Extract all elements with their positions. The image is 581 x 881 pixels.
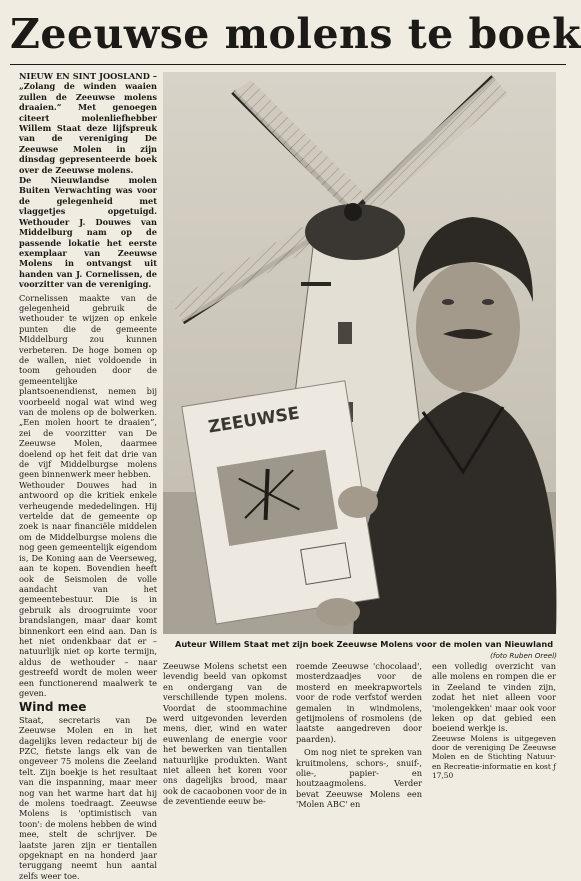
body-paragraph: Zeeuwse Molens schetst een levendig beeld van opkomst en ondergang van de verschillende typen molens. Voordat de stoommachine werd uitgevonden leverden mens, dier, wind en water euwenlang de energie voor het bewerken van tientallen natuurlijke produkten. Want niet alleen het koren voor ons dagelijks brood, maar ook de cacaobonen voor de in de zeventiende eeuw be-: [163, 661, 287, 807]
dateline: NIEUW EN SINT JOOSLAND: [19, 71, 150, 81]
photo-caption: Auteur Willem Staat met zijn boek Zeeuwse Molens voor de molen van Nieuwland: [175, 639, 554, 649]
column-4: [432, 661, 556, 789]
body-paragraph: Staat, secretaris van De Zeeuwse Molen en in het dagelijks leven redacteur bij de PZC, fietste langs elk van de ongeveer 75 molens die Zeeland telt. Zijn boekje is het resultaat van die inspanning, maar meer nog van het warme hart dat hij de molens toedraagt. Zeeuwse Molens is 'optimistisch van toon': de molens hebben de wind mee, stelt de schrijver. De laatste jaren zijn er tientallen opgeknapt en na honderd jaar teruggang neemt hun aantal zelfs weer toe.: [19, 714, 157, 881]
book-title: ZEEUWSE: [206, 403, 301, 438]
body-paragraph: Wethouder Douwes had in antwoord op die kritiek enkele verheugende mededelingen. Hij vertelde dat de gemeente op zoek is naar financiële middelen om de Middelburgse molens die nog geen gemeentelijk eigendom is, De Koning aan de Veerseweg, aan te kopen. Bovendien heeft ook de Seismolen de volle aandacht van het gemeentebestuur. Die is in gebruik als droogruimte voor brandslangen, maar daar komt binnenkort een eind aan. Dan is het niet ondenkbaar dat er – natuurlijk niet op korte termijn, aldus de wethouder – naar gestreefd wordt de molen weer een functionerend maalwerk te geven.: [19, 479, 157, 698]
body-paragraph: roemde Zeeuwse 'chocolaad', mosterdzaadjes voor de mosterd en meekrapwortels voor de rode verfstof werden gemalen in windmolens, getijmolens of rosmolens (de laatste aangedreven door paarden).: [296, 661, 422, 744]
body-paragraph: Cornelissen maakte van de gelegenheid gebruik de wethouder te wijzen op enkele punten die de gemeente Middelburg zou kunnen verbeteren. De hoge bomen op de wallen, niet voldoende in toom gehouden door de gemeentelijke plantsoenendienst, nemen bij voorbeeld nogal wat wind weg van de molens op de bolwerken. „Een molen hoort te draaien”, zei de voorzitter van De Zeeuwse Molen, daarmee doelend op het feit dat drie van de vijf Middelburgse molens geen binnenwerk meer hebben.: [19, 292, 157, 480]
lead-paragraph: [19, 71, 157, 175]
photo-credit: (foto Ruben Oreel): [490, 651, 557, 660]
body-paragraph: een volledig overzicht van alle molens en rompen die er in Zeeland te vinden zijn, zodat het niet alleen voor 'molengekken' maar ook voor leken op dat gebied een boeiend werkje is.: [432, 661, 556, 734]
publication-note: Zeeuwse Molens is uitgegeven door de vereniging De Zeeuwse Molen en de Stichting Natuur- en Recreatie-informatie en kost ƒ 17,50: [432, 733, 556, 781]
photo: [163, 72, 556, 634]
left-column: [19, 71, 157, 881]
subheading: Wind mee: [19, 700, 87, 715]
headline: Zeeuwse molens te boek: [10, 10, 581, 58]
headline-rule: [10, 64, 566, 65]
windmill-photo-illustration: [163, 72, 556, 634]
lead-text: – „Zolang de winden waaien zullen de Zeeuwse molens draaien.” Met genoegen citeert molenliefhebber Willem Staat deze lijfspreuk van de vereniging De Zeeuwse Molen in zijn dinsdag gepresenteerde boek over de Zeeuwse molens.: [19, 71, 157, 175]
body-paragraph: Om nog niet te spreken van kruitmolens, schors-, snuif-, olie-, papier- en houtzaagmolens. Verder bevat Zeeuwse Molens een 'Molen ABC' en: [296, 747, 422, 810]
lead-paragraph-2: De Nieuwlandse molen Buiten Verwachting was voor de gelegenheid met vlaggetjes opgetuigd. Wethouder J. Douwes van Middelburg nam op de passende lokatie het eerste exemplaar van Zeeuwse Molens in ontvangst uit handen van J. Cornelissen, de voorzitter van de vereniging.: [19, 175, 157, 290]
column-2: [163, 661, 287, 807]
column-3: [296, 661, 422, 810]
